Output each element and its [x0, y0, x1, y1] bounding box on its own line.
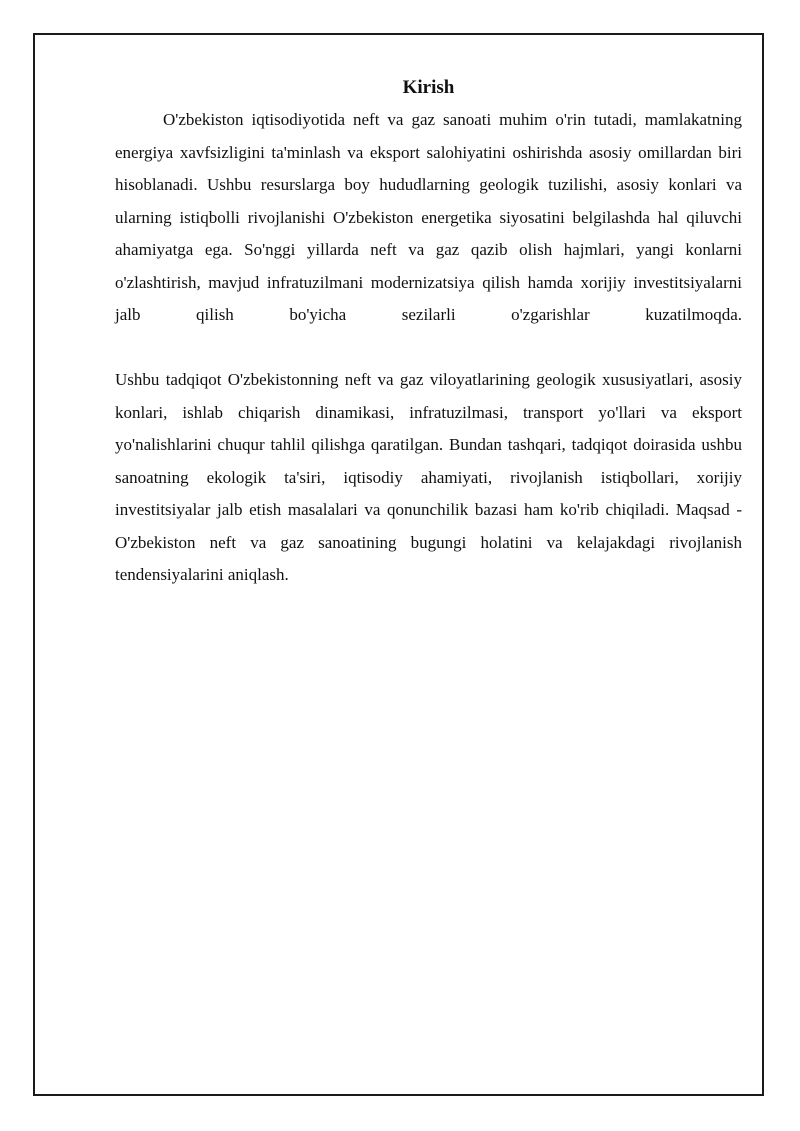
- section-title: Kirish: [402, 77, 455, 98]
- document-body: [115, 76, 742, 592]
- intro-paragraph-2: Ushbu tadqiqot O'zbekistonning neft va gaz viloyatlarining geologik xususiyatlari, asosiy konlari, ishlab chiqarish dinamikasi, infratuzilmasi, transport yo'llari va eksport yo'nalishlarini chuqur tahlil qilishga qaratilgan. Bundan tashqari, tadqiqot doirasida ushbu sanoatning ekologik ta'siri, iqtisodiy ahamiyati, rivojlanish istiqbollari, xorijiy investitsiyalar jalb etish masalalari va qonunchilik bazasi ham ko'rib chiqiladi. Maqsad - O'zbekiston neft va gaz sanoatining bugungi holatini va kelajakdagi rivojlanish tendensiyalarini aniqlash.: [115, 370, 742, 584]
- paragraph-spacer: [115, 332, 742, 365]
- intro-paragraph-1: O'zbekiston iqtisodiyotida neft va gaz sanoati muhim o'rin tutadi, mamlakatning energiya xavfsizligini ta'minlash va eksport salohiyatini oshirishda asosiy omillardan biri hisoblanadi. Ushbu resurslarga boy hududlarning geologik tuzilishi, asosiy konlari va ularning istiqbolli rivojlanishi O'zbekiston energetika siyosatini belgilashda hal qiluvchi ahamiyatga ega. So'nggi yillarda neft va gaz qazib olish hajmlari, yangi konlarni o'zlashtirish, mavjud infratuzilmani modernizatsiya qilish hamda xorijiy investitsiyalarni jalb qilish bo'yicha sezilarli o'zgarishlar kuzatilmoqda.: [115, 110, 742, 324]
